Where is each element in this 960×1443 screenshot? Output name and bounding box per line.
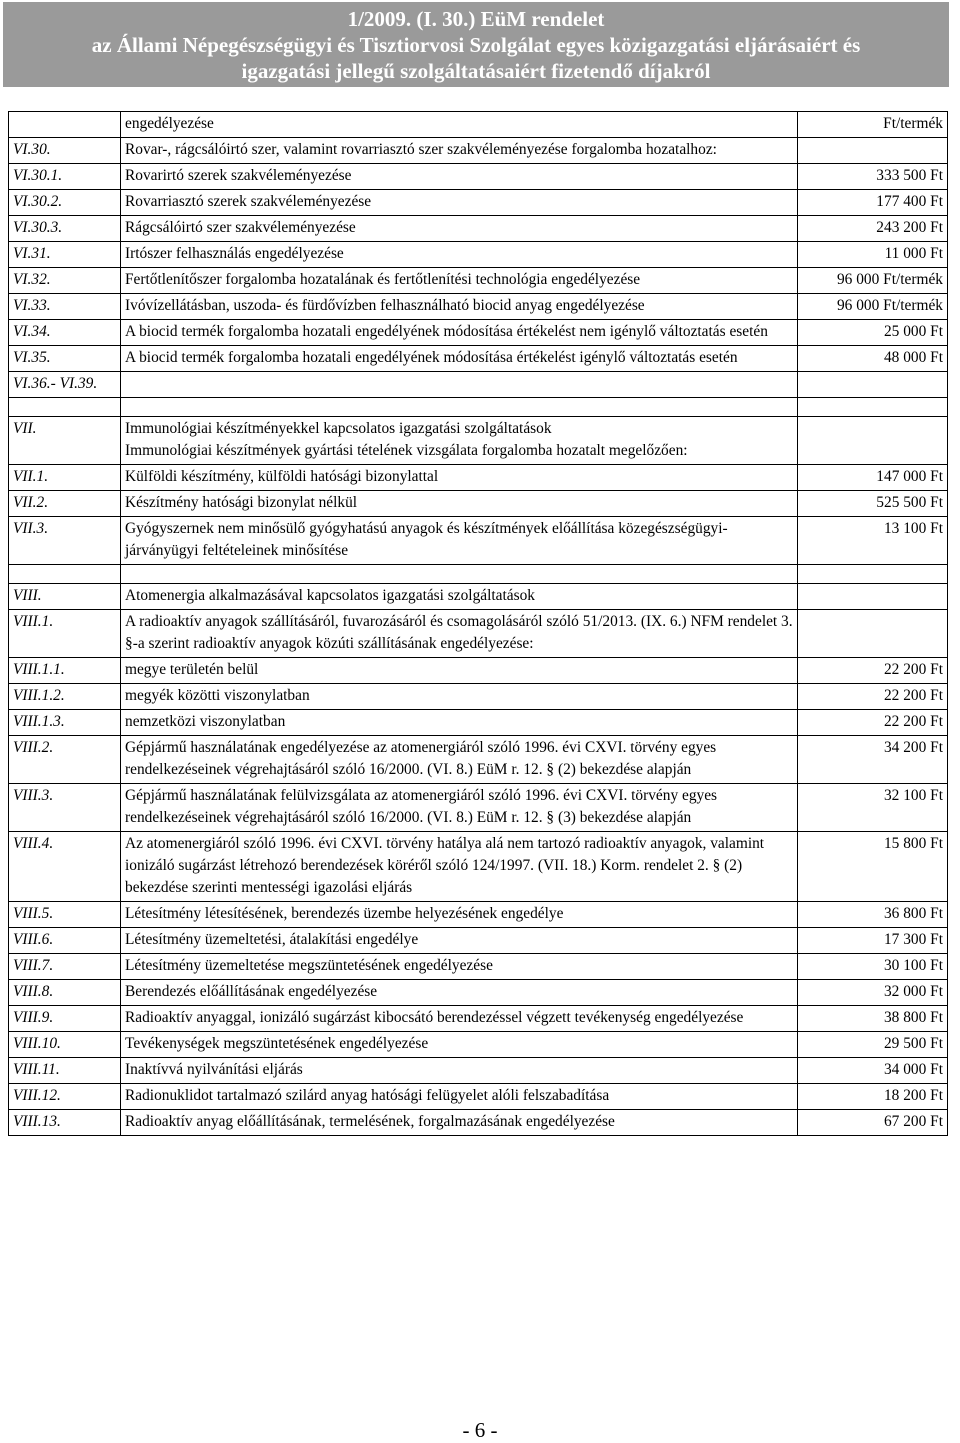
table-row <box>9 710 948 736</box>
description-cell: Ivóvízellátásban, uszoda- és fürdővízben felhasználható biocid anyag engedélyezése <box>121 294 798 320</box>
table-row <box>9 584 948 610</box>
amount-cell: 30 100 Ft <box>798 954 948 980</box>
code-cell: VI.31. <box>9 242 121 268</box>
description-cell: megye területén belül <box>121 658 798 684</box>
code-cell: VIII.11. <box>9 1058 121 1084</box>
description-cell: Rovar-, rágcsálóirtó szer, valamint rovarriasztó szer szakvéleményezése forgalomba hozatalhoz: <box>121 138 798 164</box>
code-cell: VII.3. <box>9 517 121 565</box>
code-cell: VIII.1.1. <box>9 658 121 684</box>
description-cell: Gyógyszernek nem minősülő gyógyhatású anyagok és készítmények előállítása közegészségügyi-járványügyi feltételeinek minősítése <box>121 517 798 565</box>
amount-cell: 13 100 Ft <box>798 517 948 565</box>
code-cell: VII. <box>9 417 121 465</box>
table-row <box>9 398 948 417</box>
code-cell <box>9 565 121 584</box>
code-cell: VI.30. <box>9 138 121 164</box>
description-cell: Rovarirtó szerek szakvéleményezése <box>121 164 798 190</box>
table-row <box>9 164 948 190</box>
amount-cell <box>798 417 948 465</box>
description-cell: A radioaktív anyagok szállításáról, fuvarozásáról és csomagolásáról szóló 51/2013. (IX. 6.) NFM rendelet 3. §-a szerint radioaktív anyagok közúti szállításának engedélyezése: <box>121 610 798 658</box>
amount-cell: 18 200 Ft <box>798 1084 948 1110</box>
code-cell: VIII.2. <box>9 736 121 784</box>
table-row <box>9 610 948 658</box>
table-row <box>9 465 948 491</box>
amount-cell: 34 000 Ft <box>798 1058 948 1084</box>
description-cell: Berendezés előállításának engedélyezése <box>121 980 798 1006</box>
amount-cell: 15 800 Ft <box>798 832 948 902</box>
table-row <box>9 684 948 710</box>
description-cell: nemzetközi viszonylatban <box>121 710 798 736</box>
table-row <box>9 1032 948 1058</box>
code-cell: VI.33. <box>9 294 121 320</box>
description-cell: Rágcsálóirtó szer szakvéleményezése <box>121 216 798 242</box>
table-row <box>9 372 948 398</box>
description-cell: Inaktívvá nyilvánítási eljárás <box>121 1058 798 1084</box>
code-cell: VI.32. <box>9 268 121 294</box>
code-cell: VIII.9. <box>9 1006 121 1032</box>
code-cell: VIII.5. <box>9 902 121 928</box>
amount-cell: 11 000 Ft <box>798 242 948 268</box>
table-row <box>9 902 948 928</box>
description-cell: Tevékenységek megszüntetésének engedélyezése <box>121 1032 798 1058</box>
header-title: 1/2009. (I. 30.) EüM rendelet <box>347 7 605 31</box>
description-cell: megyék közötti viszonylatban <box>121 684 798 710</box>
table-row <box>9 346 948 372</box>
code-cell: VII.1. <box>9 465 121 491</box>
table-row <box>9 294 948 320</box>
table-row <box>9 138 948 164</box>
fee-table <box>8 111 948 1136</box>
table-row <box>9 491 948 517</box>
amount-cell: 96 000 Ft/termék <box>798 294 948 320</box>
description-cell <box>121 565 798 584</box>
description-cell: Radionuklidot tartalmazó szilárd anyag hatósági felügyelet alóli felszabadítása <box>121 1084 798 1110</box>
table-row <box>9 320 948 346</box>
amount-cell: 333 500 Ft <box>798 164 948 190</box>
code-cell <box>9 398 121 417</box>
table-row <box>9 242 948 268</box>
description-cell: A biocid termék forgalomba hozatali engedélyének módosítása értékelést nem igénylő változtatás esetén <box>121 320 798 346</box>
code-cell: VIII. <box>9 584 121 610</box>
code-cell: VIII.10. <box>9 1032 121 1058</box>
table-row <box>9 832 948 902</box>
table-row <box>9 517 948 565</box>
table-row <box>9 112 948 138</box>
description-cell <box>121 398 798 417</box>
amount-cell <box>798 372 948 398</box>
description-cell: Irtószer felhasználás engedélyezése <box>121 242 798 268</box>
amount-cell: 243 200 Ft <box>798 216 948 242</box>
code-cell: VII.2. <box>9 491 121 517</box>
amount-cell: 22 200 Ft <box>798 658 948 684</box>
description-cell: Gépjármű használatának felülvizsgálata az atomenergiáról szóló 1996. évi CXVI. törvény egyes rendelkezéseinek végrehajtásáról szóló 16/2000. (VI. 8.) EüM r. 12. § (3) bekezdése alapján <box>121 784 798 832</box>
amount-cell: 22 200 Ft <box>798 710 948 736</box>
description-cell: Külföldi készítmény, külföldi hatósági bizonylattal <box>121 465 798 491</box>
page-number: - 6 - <box>462 1418 498 1442</box>
table-row <box>9 216 948 242</box>
code-cell <box>9 112 121 138</box>
code-cell: VIII.1.3. <box>9 710 121 736</box>
amount-cell: 25 000 Ft <box>798 320 948 346</box>
table-row <box>9 928 948 954</box>
code-cell: VIII.12. <box>9 1084 121 1110</box>
amount-cell <box>798 584 948 610</box>
code-cell: VI.35. <box>9 346 121 372</box>
description-cell: Létesítmény üzemeltetési, átalakítási engedélye <box>121 928 798 954</box>
document-header <box>3 2 949 87</box>
table-row <box>9 1058 948 1084</box>
table-row <box>9 658 948 684</box>
table-row <box>9 1006 948 1032</box>
table-row <box>9 565 948 584</box>
amount-cell: 96 000 Ft/termék <box>798 268 948 294</box>
code-cell: VI.30.1. <box>9 164 121 190</box>
table-row <box>9 190 948 216</box>
description-cell: Atomenergia alkalmazásával kapcsolatos igazgatási szolgáltatások <box>121 584 798 610</box>
amount-cell <box>798 138 948 164</box>
description-cell <box>121 372 798 398</box>
table-row <box>9 1110 948 1136</box>
amount-cell <box>798 610 948 658</box>
amount-cell: 48 000 Ft <box>798 346 948 372</box>
description-cell: Készítmény hatósági bizonylat nélkül <box>121 491 798 517</box>
description-cell: Radioaktív anyaggal, ionizáló sugárzást kibocsátó berendezéssel végzett tevékenység engedélyezése <box>121 1006 798 1032</box>
table-row <box>9 784 948 832</box>
table-row <box>9 268 948 294</box>
code-cell: VI.36.- VI.39. <box>9 372 121 398</box>
code-cell: VIII.4. <box>9 832 121 902</box>
header-subtitle-line2: igazgatási jellegű szolgáltatásaiért fizetendő díjakról <box>241 59 711 83</box>
code-cell: VIII.7. <box>9 954 121 980</box>
code-cell: VI.30.2. <box>9 190 121 216</box>
amount-cell: 38 800 Ft <box>798 1006 948 1032</box>
code-cell: VIII.1. <box>9 610 121 658</box>
amount-cell: 67 200 Ft <box>798 1110 948 1136</box>
amount-cell: 525 500 Ft <box>798 491 948 517</box>
code-cell: VI.30.3. <box>9 216 121 242</box>
code-cell: VIII.3. <box>9 784 121 832</box>
description-cell: A biocid termék forgalomba hozatali engedélyének módosítása értékelést igénylő változtatás esetén <box>121 346 798 372</box>
code-cell: VIII.8. <box>9 980 121 1006</box>
code-cell: VIII.6. <box>9 928 121 954</box>
amount-cell: 22 200 Ft <box>798 684 948 710</box>
amount-cell: 29 500 Ft <box>798 1032 948 1058</box>
amount-cell: 32 000 Ft <box>798 980 948 1006</box>
description-cell: Gépjármű használatának engedélyezése az atomenergiáról szóló 1996. évi CXVI. törvény egyes rendelkezéseinek végrehajtásáról szóló 16/2000. (VI. 8.) EüM r. 12. § (2) bekezdése alapján <box>121 736 798 784</box>
amount-cell: 17 300 Ft <box>798 928 948 954</box>
description-cell: Immunológiai készítményekkel kapcsolatos igazgatási szolgáltatások Immunológiai készítmények gyártási tételének vizsgálata forgalomba hozatalt megelőzően: <box>121 417 798 465</box>
table-row <box>9 1084 948 1110</box>
description-cell: Fertőtlenítőszer forgalomba hozatalának és fertőtlenítési technológia engedélyezése <box>121 268 798 294</box>
code-cell: VI.34. <box>9 320 121 346</box>
amount-cell: 36 800 Ft <box>798 902 948 928</box>
amount-cell <box>798 565 948 584</box>
description-cell: Az atomenergiáról szóló 1996. évi CXVI. törvény hatálya alá nem tartozó radioaktív anyagok, valamint ionizáló sugárzást létrehozó berendezések köréről szóló 124/1997. (VII. 18.) Korm. rendelet 2. § (2) bekezdése szerinti mentességi igazolási eljárás <box>121 832 798 902</box>
description-cell: Radioaktív anyag előállításának, termelésének, forgalmazásának engedélyezése <box>121 1110 798 1136</box>
amount-cell: 34 200 Ft <box>798 736 948 784</box>
description-cell: engedélyezése <box>121 112 798 138</box>
description-cell: Létesítmény létesítésének, berendezés üzembe helyezésének engedélye <box>121 902 798 928</box>
table-row <box>9 736 948 784</box>
header-subtitle-line1: az Állami Népegészségügyi és Tisztiorvosi Szolgálat egyes közigazgatási eljárásaiért és <box>91 33 861 57</box>
code-cell: VIII.13. <box>9 1110 121 1136</box>
amount-cell: Ft/termék <box>798 112 948 138</box>
fee-table-body <box>9 112 948 1136</box>
amount-cell: 32 100 Ft <box>798 784 948 832</box>
table-row <box>9 980 948 1006</box>
description-cell: Létesítmény üzemeltetése megszüntetésének engedélyezése <box>121 954 798 980</box>
amount-cell: 177 400 Ft <box>798 190 948 216</box>
amount-cell: 147 000 Ft <box>798 465 948 491</box>
table-row <box>9 417 948 465</box>
code-cell: VIII.1.2. <box>9 684 121 710</box>
amount-cell <box>798 398 948 417</box>
description-cell: Rovarriasztó szerek szakvéleményezése <box>121 190 798 216</box>
table-row <box>9 954 948 980</box>
